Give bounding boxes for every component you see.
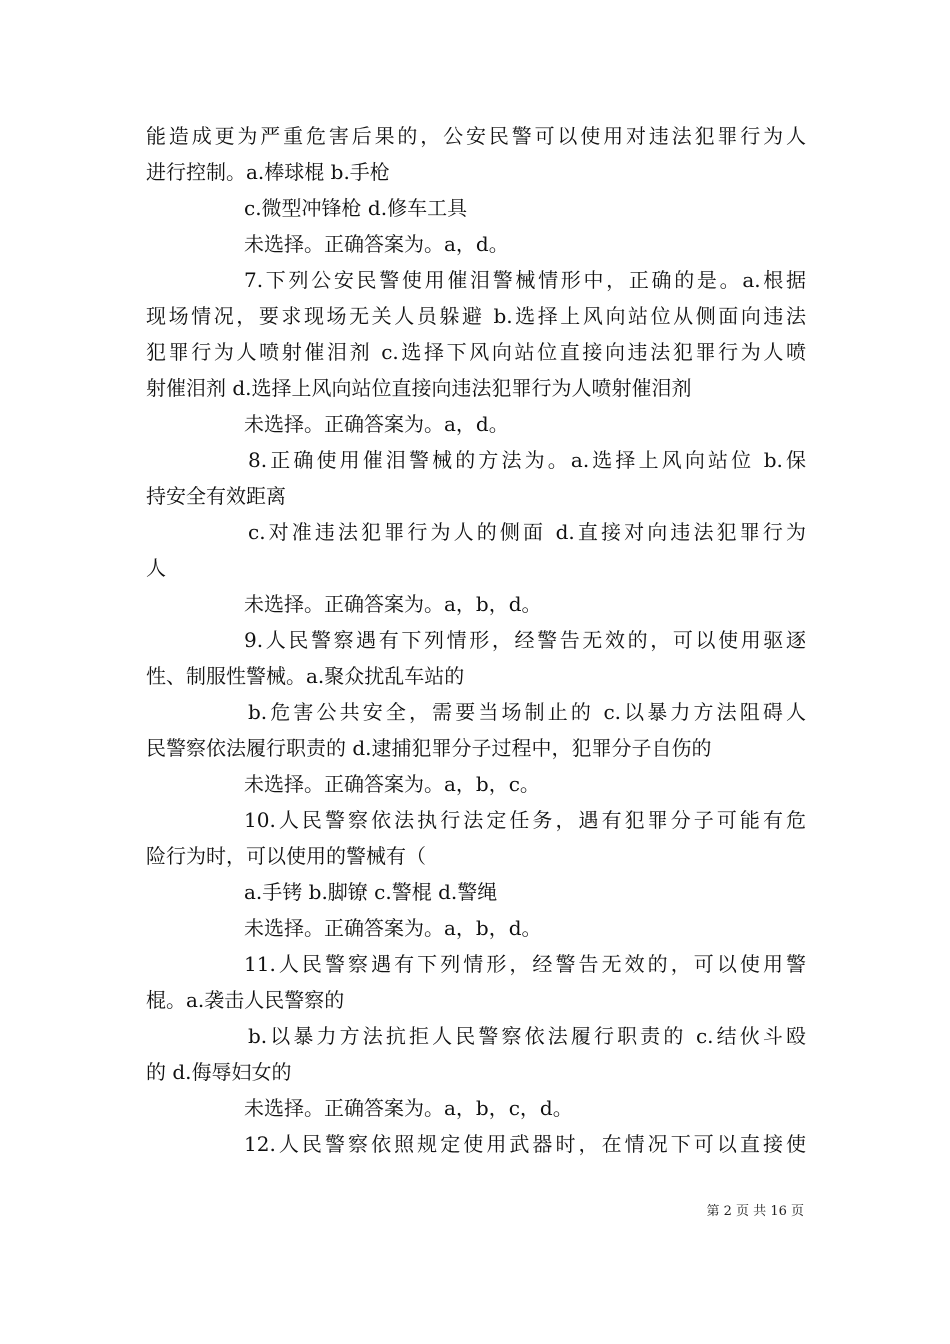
answer-line: 未选择。正确答案为。a，b，d。 bbox=[244, 592, 542, 616]
question-7: 7.下列公安民警使用催泪警械情形中，正确的是。a.根据 bbox=[244, 268, 806, 292]
text-line: b.危害公共安全，需要当场制止的 c.以暴力方法阻碍人 bbox=[248, 700, 806, 724]
question-10: 10.人民警察依法执行法定任务，遇有犯罪分子可能有危 bbox=[244, 808, 806, 832]
question-8: 8.正确使用催泪警械的方法为。a.选择上风向站位 b.保 bbox=[248, 448, 806, 472]
question-9: 9.人民警察遇有下列情形，经警告无效的，可以使用驱逐 bbox=[244, 628, 806, 652]
text-line: c.对准违法犯罪行为人的侧面 d.直接对向违法犯罪行为 bbox=[248, 520, 806, 544]
text-line: 射催泪剂 d.选择上风向站位直接向违法犯罪行为人喷射催泪剂 bbox=[146, 376, 692, 400]
text-line: 的 d.侮辱妇女的 bbox=[146, 1060, 292, 1084]
question-11: 11.人民警察遇有下列情形，经警告无效的，可以使用警 bbox=[244, 952, 806, 976]
text-line: a.手铐 b.脚镣 c.警棍 d.警绳 bbox=[244, 880, 498, 904]
text-line: 人 bbox=[146, 556, 166, 580]
question-12: 12.人民警察依照规定使用武器时，在情况下可以直接使 bbox=[244, 1132, 806, 1156]
text-line: 性、制服性警械。a.聚众扰乱车站的 bbox=[146, 664, 465, 688]
answer-line: 未选择。正确答案为。a，d。 bbox=[244, 412, 509, 436]
answer-line: 未选择。正确答案为。a，b，d。 bbox=[244, 916, 542, 940]
text-line: 现场情况，要求现场无关人员躲避 b.选择上风向站位从侧面向违法 bbox=[146, 304, 806, 328]
answer-line: 未选择。正确答案为。a，b，c，d。 bbox=[244, 1096, 573, 1120]
text-line: b.以暴力方法抗拒人民警察依法履行职责的 c.结伙斗殴 bbox=[248, 1024, 806, 1048]
answer-line: 未选择。正确答案为。a，b，c。 bbox=[244, 772, 540, 796]
page-number: 第 2 页 共 16 页 bbox=[706, 1204, 804, 1219]
text-line: 棍。a.袭击人民警察的 bbox=[146, 988, 345, 1012]
text-line: 犯罪行为人喷射催泪剂 c.选择下风向站位直接向违法犯罪行为人喷 bbox=[146, 340, 806, 364]
page-footer bbox=[0, 1203, 804, 1221]
body-text bbox=[146, 118, 806, 1162]
text-line: 险行为时，可以使用的警械有（ bbox=[146, 844, 426, 868]
text-line: 能造成更为严重危害后果的，公安民警可以使用对违法犯罪行为人 bbox=[146, 124, 806, 148]
text-line: 持安全有效距离 bbox=[146, 484, 286, 508]
text-line: 民警察依法履行职责的 d.逮捕犯罪分子过程中，犯罪分子自伤的 bbox=[146, 736, 712, 760]
text-line: c.微型冲锋枪 d.修车工具 bbox=[244, 196, 468, 220]
text-line: 进行控制。a.棒球棍 b.手枪 bbox=[146, 160, 390, 184]
answer-line: 未选择。正确答案为。a，d。 bbox=[244, 232, 509, 256]
